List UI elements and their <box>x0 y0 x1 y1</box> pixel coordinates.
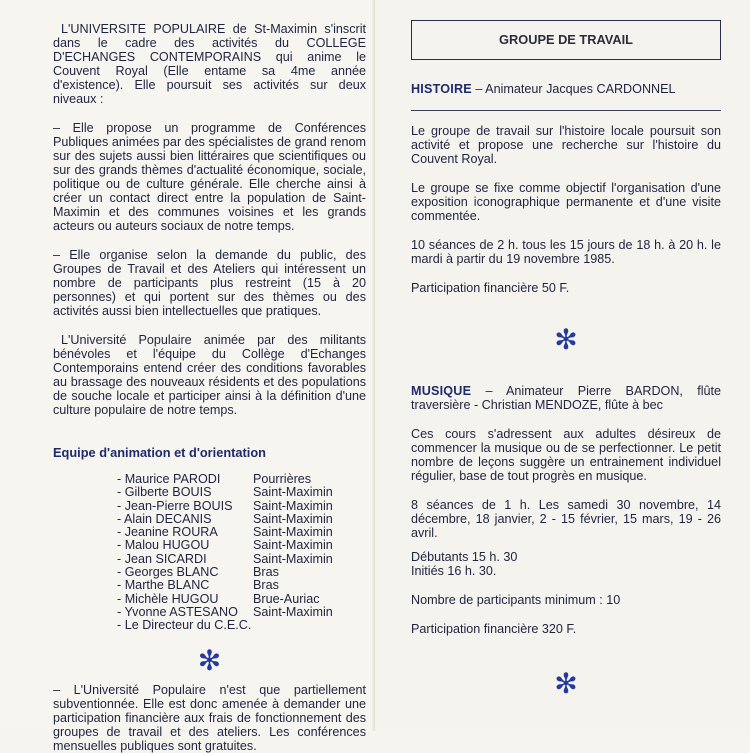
team-member-row <box>117 566 366 579</box>
team-member-place: Saint-Maximin <box>253 525 333 540</box>
team-member-name: - Alain DECANIS <box>117 511 212 526</box>
right-column <box>411 20 721 698</box>
team-member-name: - Marthe BLANC <box>117 578 210 593</box>
histoire-animator: – Animateur Jacques CARDONNEL <box>471 82 676 96</box>
musique-p1: Ces cours s'adressent aux adultes désireux de commencer la musique ou de se perfectionner. Le petit nombre de leçons suggère un entrainement individuel régulier, base de tout progrès en musique. <box>411 427 721 483</box>
left-column <box>53 22 366 753</box>
star-ornament: ✻ <box>554 323 578 356</box>
closing-paragraph: – L'Université Populaire n'est que partiellement subventionnée. Elle est donc amenée à demander une participation financière aux frais de fonctionnement des groupes de travail et des ateliers. Les conférences mensuelles publiques sont gratuites. <box>53 682 366 753</box>
histoire-keyword: HISTOIRE <box>411 82 472 96</box>
team-member-row <box>117 579 366 592</box>
team-member-name: - Jeanine ROURA <box>117 525 218 540</box>
team-member-row <box>117 500 366 513</box>
team-member-place: Bras <box>253 578 279 593</box>
team-member-row <box>117 473 366 486</box>
team-member-place: Saint-Maximin <box>253 538 333 553</box>
groupes-paragraph: – Elle organise selon la demande du public, des Groupes de Travail et des Ateliers qui intéressent un nombre de participants plus restreint (15 à 20 personnes) et qui portent sur des thèmes ou des activités aussi bien intellectuelles que pratiques. <box>53 248 366 318</box>
musique-debutants: Débutants 15 h. 30 <box>411 550 518 564</box>
team-member-place: Brue-Auriac <box>253 591 320 606</box>
musique-animators: – Animateur Pierre BARDON, flûte traversière - Christian MENDOZE, flûte à bec <box>411 384 721 412</box>
team-member-place: Saint-Maximin <box>253 498 333 513</box>
histoire-price: Participation financière 50 F. <box>411 281 570 295</box>
team-member-place: Saint-Maximin <box>253 511 333 526</box>
team-member-place: Pourrières <box>253 472 312 486</box>
musique-schedule: 8 séances de 1 h. Les samedi 30 novembre, 14 décembre, 18 janvier, 2 - 15 février, 15 mars, 19 - 26 avril. <box>411 498 721 540</box>
histoire-p1: Le groupe de travail sur l'histoire locale poursuit son activité et propose une recherche sur l'histoire du Couvent Royal. <box>411 124 721 166</box>
team-member-name: - Malou HUGOU <box>117 538 210 553</box>
team-member-name: - Jean SICARDI <box>117 551 207 566</box>
team-member-place: Saint-Maximin <box>253 485 333 500</box>
histoire-p2: Le groupe se fixe comme objectif l'organisation d'une exposition iconographique permanente et d'une visite commentée. <box>411 181 721 223</box>
section-title: GROUPE DE TRAVAIL <box>499 32 633 47</box>
histoire-header <box>411 82 721 96</box>
section-title-box <box>411 20 721 60</box>
team-member-name: - Le Directeur du C.E.C. <box>117 618 252 633</box>
team-heading: Equipe d'animation et d'orientation <box>53 445 266 460</box>
team-member-row <box>117 619 366 632</box>
team-list <box>117 473 366 633</box>
team-member-name: - Maurice PARODI <box>117 472 221 486</box>
team-member-row <box>117 486 366 499</box>
team-member-name: - Yvonne ASTESANO <box>117 604 238 619</box>
musique-header <box>411 384 721 412</box>
star-ornament: ✻ <box>554 667 578 700</box>
team-member-row <box>117 539 366 552</box>
team-member-row <box>117 553 366 566</box>
team-member-row <box>117 593 366 606</box>
histoire-schedule: 10 séances de 2 h. tous les 15 jours de 18 h. à 20 h. le mardi à partir du 19 novembre 1985. <box>411 238 721 266</box>
team-member-name: - Jean-Pierre BOUIS <box>117 498 233 513</box>
team-member-place: Saint-Maximin <box>253 551 333 566</box>
musique-minimum: Nombre de participants minimum : 10 <box>411 593 621 607</box>
right-page <box>375 0 750 731</box>
team-member-name: - Gilberte BOUIS <box>117 485 212 500</box>
conferences-paragraph: – Elle propose un programme de Conférences Publiques animées par des spécialistes de grand renom sur des sujets aussi bien littéraires que scientifiques ou sur des grands thèmes d'actualité économique, sociale, politique ou de culture générale. Elle cherche ainsi à créer un contact direct entre la population de Saint-Maximin et des communes voisines et les grands acteurs ou auteurs sociaux de notre temps. <box>53 121 366 233</box>
intro-paragraph: L'UNIVERSITE POPULAIRE de St-Maximin s'inscrit dans le cadre des activités du COLLEGE D'ECHANGES CONTEMPORAINS qui anime le Couvent Royal (Elle entame sa 4me année d'existence). Elle poursuit ses activités sur deux niveaux : <box>53 22 366 106</box>
team-member-place: Bras <box>253 565 279 580</box>
team-member-name: - Michèle HUGOU <box>117 591 219 606</box>
musique-keyword: MUSIQUE <box>411 384 472 398</box>
star-ornament: ✻ <box>197 643 222 677</box>
team-member-row <box>117 606 366 619</box>
team-member-name: - Georges BLANC <box>117 565 219 580</box>
histoire-rule <box>411 110 721 111</box>
musique-inities: Initiés 16 h. 30. <box>411 564 497 578</box>
team-member-row <box>117 513 366 526</box>
musique-price: Participation financière 320 F. <box>411 622 577 636</box>
team-member-place: Saint-Maximin <box>253 604 333 619</box>
team-member-row <box>117 526 366 539</box>
mission-paragraph: L'Université Populaire animée par des militants bénévoles et l'équipe du Collège d'Echanges Contemporains entend créer des conditions favorables au brassage des nouveaux résidents et des populations de souche locale et participer ainsi à la définition d'une culture populaire de notre temps. <box>53 333 366 417</box>
